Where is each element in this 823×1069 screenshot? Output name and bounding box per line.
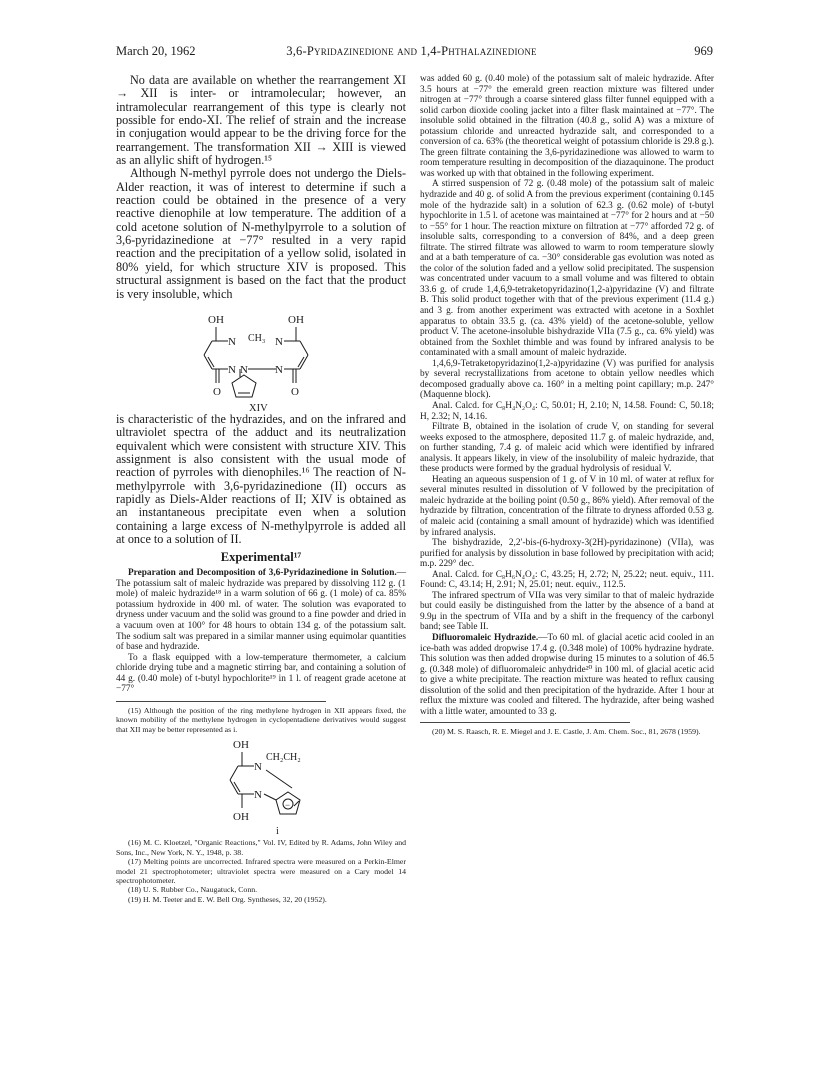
left-column [116, 74, 406, 904]
n-label: N [228, 363, 236, 376]
oh-label: OH [233, 739, 249, 752]
footnote-rule [116, 701, 326, 702]
n-label: N [254, 789, 262, 802]
ch2ch2-label: CH₂CH₂ [266, 752, 301, 764]
run-in-heading: Preparation and Decomposition of 3,6-Pyridazinedione in Solution. [128, 568, 397, 579]
footnote: (17) Melting points are uncorrected. Infrared spectra were measured on a Perkin-Elmer model 21 spectrophotometer; ultraviolet spectra were measured on a Cary model 14 spectrophotometer. [116, 857, 406, 886]
o-label: O [291, 385, 299, 398]
running-date: March 20, 1962 [116, 44, 196, 58]
paragraph: Heating an aqueous suspension of 1 g. of V in 10 ml. of water at reflux for several minutes resulted in dissolution of V followed by the precipitation of maleic hydrazide at the boiling point (0.50 g., 86% yield). After removal of the hydrazide by filtration, concentration of the filtrate to dryness afforded 0.53 g. of maleic acid (containing a small amount of hydrazide) which was identified by infrared analysis. [420, 474, 714, 538]
paragraph: Although N-methyl pyrrole does not undergo the Diels-Alder reaction, it was of interest to determine if such a reaction could be obtained in the presence of a very reactive dienophile at low temperature. The addition of a cold acetone solution of N-methylpyrrole to a solution of 3,6-pyridazinedione at −77° resulted in a very rapid reaction and the precipitation of a yellow solid, isolated in 80% yield, for which structure XIV is proposed. This structural assignment is based on the fact that the product is very insoluble, which [116, 166, 406, 301]
compound-label: XIV [249, 402, 268, 413]
paragraph: —The potassium salt of maleic hydrazide was prepared by dissolving 112 g. (1 mole) of maleic hydrazide¹⁸ in a warm solution of 66 g. (1 mole) of ca. 85% potassium hydroxide in 400 ml. of water. The solution was evaporated to dryness under vacuum and the solid was ground to a fine powder and dried in a vacuum oven at 100° for 48 hours to obtain 134 g. of the potassium salt. The sodium salt was prepared in a similar manner using equimolar quantities of base and hydrazide. [116, 568, 406, 653]
structure-xiv [116, 301, 406, 413]
paragraph: No data are available on whether the rearrangement XI → XII is inter- or intramolecular; however, an intramolecular rearrangement of this type is clearly not possible for endo-XI. The relief of strain and the increase in conjugation would appear to be the driving force for the rearrangement. The transformation XII → XIII is viewed as an allylic shift of hydrogen.¹⁵ [116, 73, 406, 168]
footnote: (19) H. M. Teeter and E. W. Bell Org. Syntheses, 32, 20 (1952). [128, 894, 327, 904]
paragraph: —To 60 ml. of glacial acetic acid cooled in an ice-bath was added dropwise 17.4 g. (0.348 mole) of 100% hydrazine hydrate. This solution was then added dropwise during 15 minutes to a solution of 46.5 g. (0.348 mole) of difluoromaleic anhydride²⁰ in 100 ml. of glacial acetic acid to give a white precipitate. The reaction mixture was heated to reflux causing dissolution of the solid and then precipitation of the hydrazide. After 1 hour at reflux the mixture was cooled and filtered. The hydrazide, after being washed with a little water, amounted to 33 g. [420, 632, 714, 717]
section-heading: Experimental¹⁷ [220, 550, 302, 565]
footnote: (15) Although the position of the ring methylene hydrogen in XII appears fixed, the known mobility of the methylene hydrogen in cyclopentadiene derivatives would suggest that XII may be better represented as i. [116, 705, 406, 734]
paragraph: A stirred suspension of 72 g. (0.48 mole) of the potassium salt of maleic hydrazide and 40 g. of solid A from the previous experiment (containing 0.145 mole of the hydrazide salt) in a solution of 62.3 g. (0.62 mole) of t-butyl hypochlorite in 1.5 l. of acetone was maintained at −77° for 2 hours and at −50 to −55° for 1 hour. The reaction mixture on filtration at −77° afforded 72 g. of insoluble salts, corresponding to a conversion of 84%, and a deep green filtrate. The stirred filtrate was allowed to warm to room temperature slowly and at a bath temperature of ca. −30° considerable gas evolution was noted as the color of the solution faded and a yellow solid precipitated. The suspension was concentrated under vacuum to a small volume and was filtered to obtain 33.6 g. of crude 1,4,6,9-tetraketopyridazino(1,2-a)pyridazine (V) and filtrate B. This solid product together with that of the previous experiment (11.4 g.) and 3 g. from another experiment was extracted with acetone in a Soxhlet apparatus to obtain 33.5 g. (ca. 43% yield) of the acetone-soluble, yellow product V. The acetone-insoluble bishydrazide VIIa (7.5 g., ca. 6% yield) was obtained from the Soxhlet thimble and was found by infrared analysis to be contaminated with a small amount of maleic hydrazide. [420, 179, 714, 359]
footnote: (18) U. S. Rubber Co., Naugatuck, Conn. [128, 885, 258, 895]
page-number: 969 [694, 44, 713, 58]
analysis-line: Anal. Calcd. for C₈H₄N₂O₄: C, 50.01; H, 2.10; N, 14.58. Found: C, 50.18; H, 2.32; N, 14.16. [420, 400, 714, 422]
paragraph: To a flask equipped with a low-temperature thermometer, a calcium chloride drying tube and a magnetic stirring bar, and containing a solution of 44 g. (0.40 mole) of t-butyl hypochlorite¹⁹ in 1 l. of reagent grade acetone at −77° [116, 652, 406, 695]
oh-label: OH [208, 313, 224, 326]
structure-i [116, 734, 406, 838]
minus-label: − [285, 800, 291, 811]
paragraph: 1,4,6,9-Tetraketopyridazino(1,2-a)pyridazine (V) was purified for analysis by several recrystallizations from acetone to obtain yellow needles which decomposed gradually above ca. 160° in a melting point capillary; m.p. 247° (Maquenne block). [420, 358, 714, 401]
n-label: N [275, 335, 283, 348]
n-label: N [240, 363, 248, 376]
paragraph: was added 60 g. (0.40 mole) of the potassium salt of maleic hydrazide. After 3.5 hours at −77° the emerald green reaction mixture was filtered under nitrogen at −77° through a coarse sintered glass filter funnel equipped with a solid carbon dioxide cooling jacket into a filter flask maintained at −77°. The insoluble solid obtained in the filtration (40.8 g., solid A) was a mixture of potassium chloride and unreacted hydrazide salt, and corresponded to a conversion of ca. 63% (the theoretical weight of potassium chloride is 29.8 g.). The green filtrate containing the 3,6-pyridazinedione was allowed to warm to room temperature resulting in decomposition of the diazaquinone. The product was worked up with that obtained in the following experiment. [420, 74, 714, 179]
right-column [420, 74, 714, 737]
footnote-rule [420, 722, 630, 723]
oh-label: OH [288, 313, 304, 326]
oh-label: OH [233, 811, 249, 824]
n-label: N [228, 335, 236, 348]
paragraph: is characteristic of the hydrazides, and on the infrared and ultraviolet spectra of the adduct and its neutralization equivalent which were consistent with structure XIV. This assignment is also consistent with the usual mode of reaction of pyrroles with dienophiles.¹⁶ The reaction of N-methylpyrrole with 3,6-pyridazinedione (II) occurs as rapidly as Diels-Alder reactions of II; XIV is obtained as an instantaneous precipitate even when a solution containing a large excess of N-methylpyrrole is added all at once to a solution of II. [116, 411, 406, 546]
analysis-line: Anal. Calcd. for C₈H₆N₄O₄: C, 43.25; H, 2.72; N, 25.22; neut. equiv., 111. Found: C, 43.14; H, 2.91; N, 25.01; neut. equiv., 112.5. [420, 569, 714, 591]
ch3-label: CH₃ [248, 332, 266, 344]
paragraph: Filtrate B, obtained in the isolation of crude V, on standing for several weeks exposed to the atmosphere, deposited 11.7 g. of maleic hydrazide, and, on further standing, 7.4 g. of maleic acid which were identified by infrared analysis. It appears likely, in view of the insolubility of maleic hydrazide, that these products were formed by the gradual hydrolysis of residual V. [420, 422, 714, 475]
paragraph: The bishydrazide, 2,2′-bis-(6-hydroxy-3(2H)-pyridazinone) (VIIa), was purified for analysis by dissolution in base followed by precipitation with acid; m.p. 229° dec. [420, 538, 714, 570]
footnote: (20) M. S. Raasch, R. E. Miegel and J. E. Castle, J. Am. Chem. Soc., 81, 2678 (1959). [432, 727, 701, 737]
n-label: N [275, 363, 283, 376]
o-label: O [213, 385, 221, 398]
n-label: N [254, 761, 262, 774]
running-title: 3,6-Pyridazinedione and 1,4-Phthalazinedione [286, 44, 537, 58]
paragraph: The infrared spectrum of VIIa was very similar to that of maleic hydrazide but could easily be distinguished from the latter by the absence of a band at 9.9μ in the spectrum of VIIa and by a shift in the frequency of the carbonyl band; see Table II. [420, 590, 714, 633]
compound-label: i [276, 826, 279, 838]
run-in-heading: Difluoromaleic Hydrazide. [432, 632, 539, 643]
footnote: (16) M. C. Kloetzel, "Organic Reactions," Vol. IV, Edited by R. Adams, John Wiley and Sons, Inc., New York, N. Y., 1948, p. 38. [116, 838, 406, 857]
